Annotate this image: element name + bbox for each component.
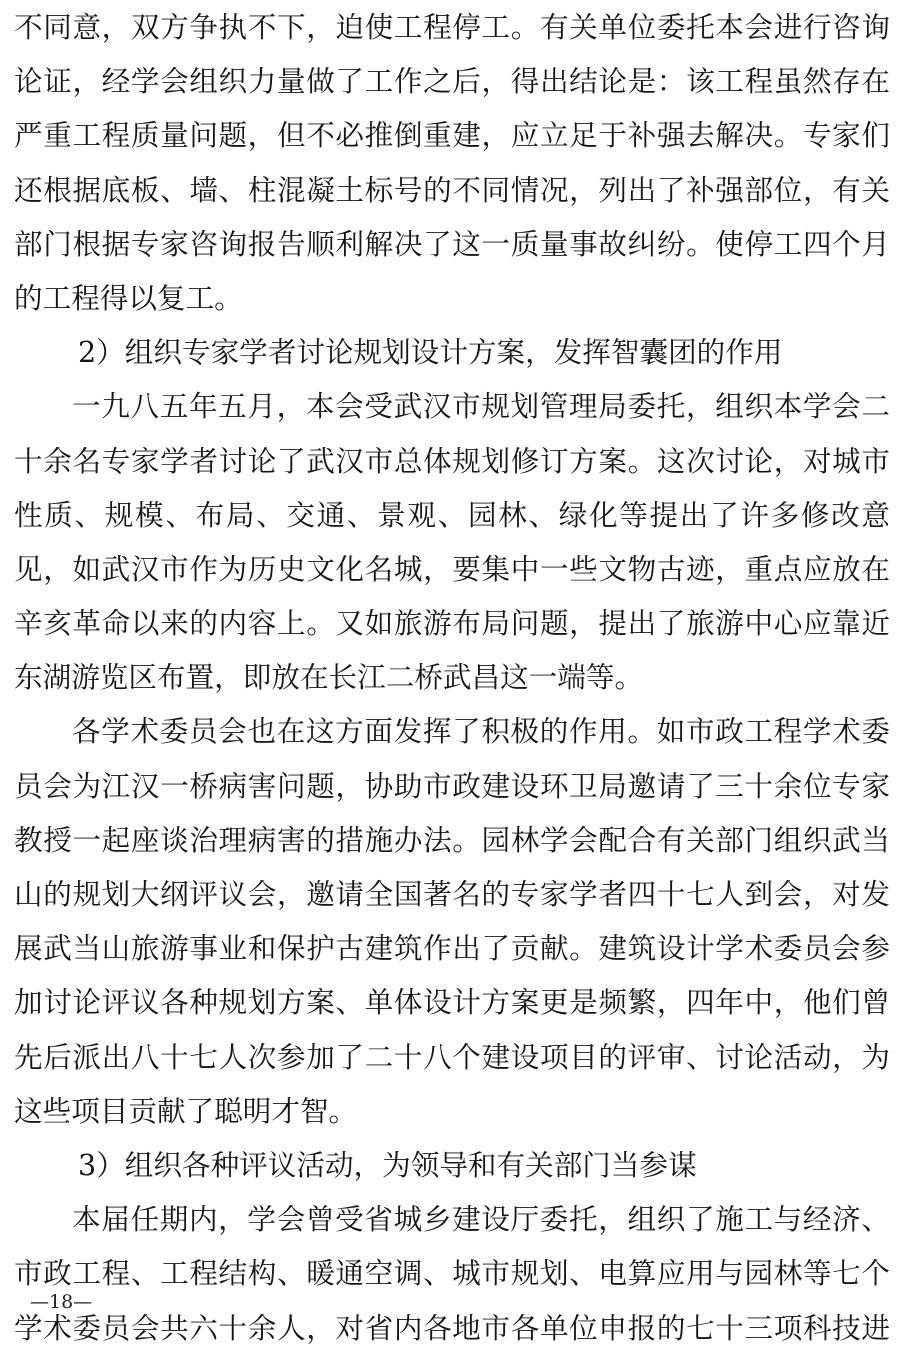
text-line: 不同意，双方争执不下，迫使工程停工。有关单位委托本会进行咨询 bbox=[14, 10, 890, 44]
text-line: 这些项目贡献了聪明才智。 bbox=[14, 1093, 358, 1128]
text-line: 市政工程、工程结构、暖通空调、城市规划、电算应用与园林等七个 bbox=[14, 1256, 890, 1291]
page-number: —18— bbox=[30, 1291, 93, 1313]
text-line: 学术委员会共六十余人，对省内各地市各单位申报的七十三项科技进 bbox=[14, 1310, 890, 1345]
text-line: 还根据底板、墙、柱混凝土标号的不同情况，列出了补强部位，有关 bbox=[14, 172, 890, 207]
text-line: 部门根据专家咨询报告顺利解决了这一质量事故纠纷。使停工四个月 bbox=[14, 226, 890, 261]
text-line: 教授一起座谈治理病害的措施办法。园林学会配合有关部门组织武当 bbox=[14, 822, 890, 857]
text-line: 十余名专家学者讨论了武汉市总体规划修订方案。这次讨论，对城市 bbox=[14, 443, 890, 478]
body-text bbox=[14, 0, 890, 1355]
text-line: 东湖游览区布置，即放在长江二桥武昌这一端等。 bbox=[14, 660, 644, 695]
text-line: 展武当山旅游事业和保护古建筑作出了贡献。建筑设计学术委员会参 bbox=[14, 931, 890, 966]
section-heading: 3）组织各种评议活动，为领导和有关部门当参谋 bbox=[78, 1147, 697, 1182]
text-line: 各学术委员会也在这方面发挥了积极的作用。如市政工程学术委 bbox=[72, 714, 890, 749]
section-heading: 2）组织专家学者讨论规划设计方案，发挥智囊团的作用 bbox=[78, 335, 783, 370]
text-line: 山的规划大纲评议会，邀请全国著名的专家学者四十七人到会，对发 bbox=[14, 877, 890, 911]
text-line: 严重工程质量问题，但不必推倒重建，应立足于补强去解决。专家们 bbox=[14, 118, 890, 153]
text-line: 本届任期内，学会曾受省城乡建设厅委托，组织了施工与经济、 bbox=[72, 1202, 890, 1237]
text-line: 见，如武汉市作为历史文化名城，要集中一些文物古迹，重点应放在 bbox=[14, 551, 890, 586]
text-line: 的工程得以复工。 bbox=[14, 280, 243, 315]
text-line: 加讨论评议各种规划方案、单体设计方案更是频繁，四年中，他们曾 bbox=[14, 985, 890, 1020]
text-line: 辛亥革命以来的内容上。又如旅游布局问题，提出了旅游中心应靠近 bbox=[14, 606, 890, 641]
text-line: 论证，经学会组织力量做了工作之后，得出结论是：该工程虽然存在 bbox=[14, 64, 890, 99]
text-line: 性质、规模、布局、交通、景观、园林、绿化等提出了许多修改意 bbox=[14, 497, 890, 532]
text-line: 员会为江汉一桥病害问题，协助市政建设环卫局邀请了三十余位专家 bbox=[14, 768, 890, 803]
text-line: 先后派出八十七人次参加了二十八个建设项目的评审、讨论活动，为 bbox=[14, 1039, 890, 1074]
text-line: 一九八五年五月，本会受武汉市规划管理局委托，组织本学会二 bbox=[72, 389, 890, 424]
